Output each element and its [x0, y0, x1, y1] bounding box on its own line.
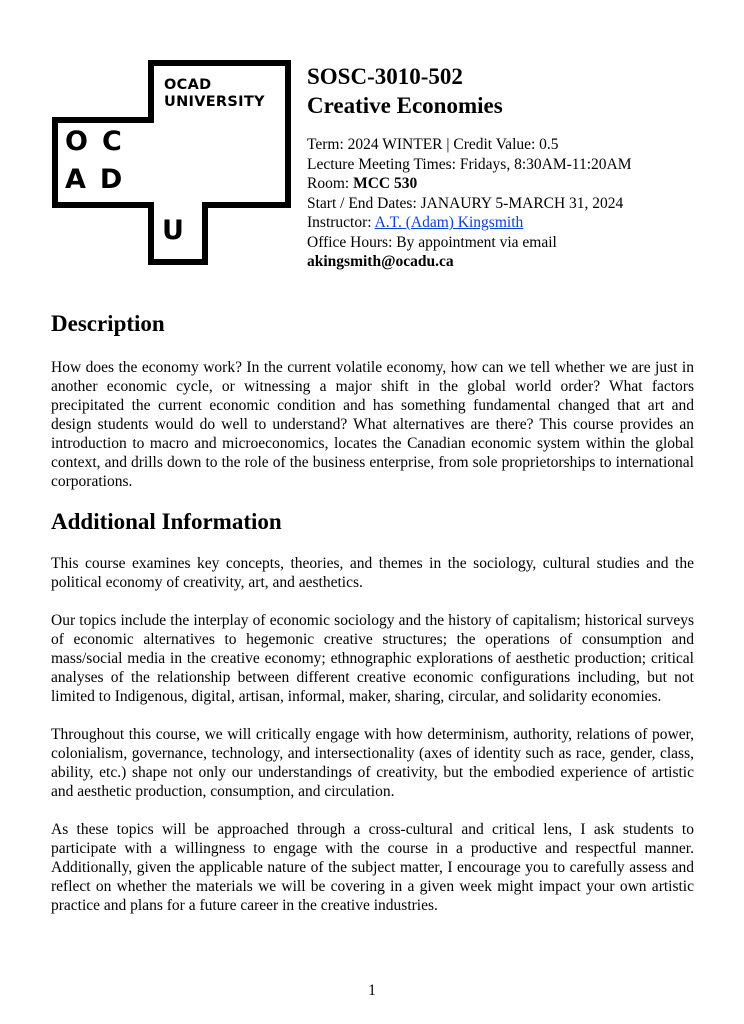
- description-section: [51, 310, 694, 491]
- instructor-label: Instructor:: [307, 214, 375, 231]
- term-line: Term: 2024 WINTER | Credit Value: 0.5: [307, 136, 559, 153]
- room-label: Room:: [307, 175, 354, 192]
- paragraph: Our topics include the interplay of economic sociology and the history of capitalism; historical surveys of economic alternatives to hegemonic creative structures; the operations of consumption and mass/social media in the creative economy; ethnographic explorations of aesthetic production; critical analyses of the relationship between different creative economic configurations including, but not limited to Indigenous, digital, artisan, informal, maker, sharing, circular, and solidarity economies.: [51, 612, 694, 705]
- email-text: akingsmith@ocadu.ca: [307, 253, 454, 270]
- paragraph: This course examines key concepts, theories, and themes in the sociology, cultural studies and the political economy of creativity, art, and aesthetics.: [51, 555, 694, 591]
- course-header: [307, 62, 727, 272]
- logo-letter-u: U: [162, 215, 184, 246]
- logo-letters-row1: OC: [65, 126, 136, 157]
- logo-letters: [65, 123, 136, 199]
- paragraph: As these topics will be approached through a cross-cultural and critical lens, I ask students to participate with a willingness to engage with the course in a productive and respectful manner. Additionally, given the applicable nature of the subject matter, I encourage you to carefully assess and reflect on whether the materials we will be covering in a given week might impact your own artistic practice and plans for a future career in the creative industries.: [51, 821, 694, 914]
- description-body: How does the economy work? In the current volatile economy, how can we tell whether we are just in another economic cycle, or witnessing a major shift in the global world order? What factors precipitated the current economic condition and has something fundamental changed that art and design students would do well to understand? What alternatives are there? This course provides an introduction to macro and microeconomics, locates the Canadian economic system within the global context, and drills down to the role of the business enterprise, from sole proprietorships to international corporations.: [51, 359, 694, 490]
- dates-line: Start / End Dates: JANAURY 5-MARCH 31, 2024: [307, 194, 624, 212]
- room-value: MCC 530: [353, 175, 418, 192]
- page-number: 1: [368, 982, 376, 999]
- course-code: SOSC-3010-502: [307, 64, 463, 89]
- paragraph: Throughout this course, we will critically engage with how determinism, authority, relations of power, colonialism, governance, technology, and intersectionality (axes of identity such as race, gender, class, ability, etc.) shape not only our understandings of creativity, but the embodied experience of artistic and aesthetic production, consumption, and circulation.: [51, 726, 694, 800]
- additional-information-section: [51, 508, 694, 915]
- ocad-university-logo: [52, 60, 292, 265]
- room-line: [307, 174, 727, 194]
- course-meta: [307, 135, 727, 272]
- instructor-line: [307, 213, 727, 233]
- additional-information-heading: Additional Information: [51, 509, 282, 534]
- instructor-email: [307, 252, 727, 272]
- logo-wordmark-line1: OCAD: [164, 77, 212, 93]
- logo-wordmark-line2: UNIVERSITY: [164, 94, 265, 110]
- logo-letters-row2: AD: [65, 164, 137, 195]
- lecture-times: Lecture Meeting Times: Fridays, 8:30AM-11:20AM: [307, 155, 632, 173]
- instructor-link[interactable]: A.T. (Adam) Kingsmith: [374, 214, 524, 231]
- logo-wordmark: [164, 77, 265, 111]
- office-hours: Office Hours: By appointment via email: [307, 233, 557, 251]
- description-heading: Description: [51, 311, 165, 336]
- course-title: Creative Economies: [307, 93, 503, 118]
